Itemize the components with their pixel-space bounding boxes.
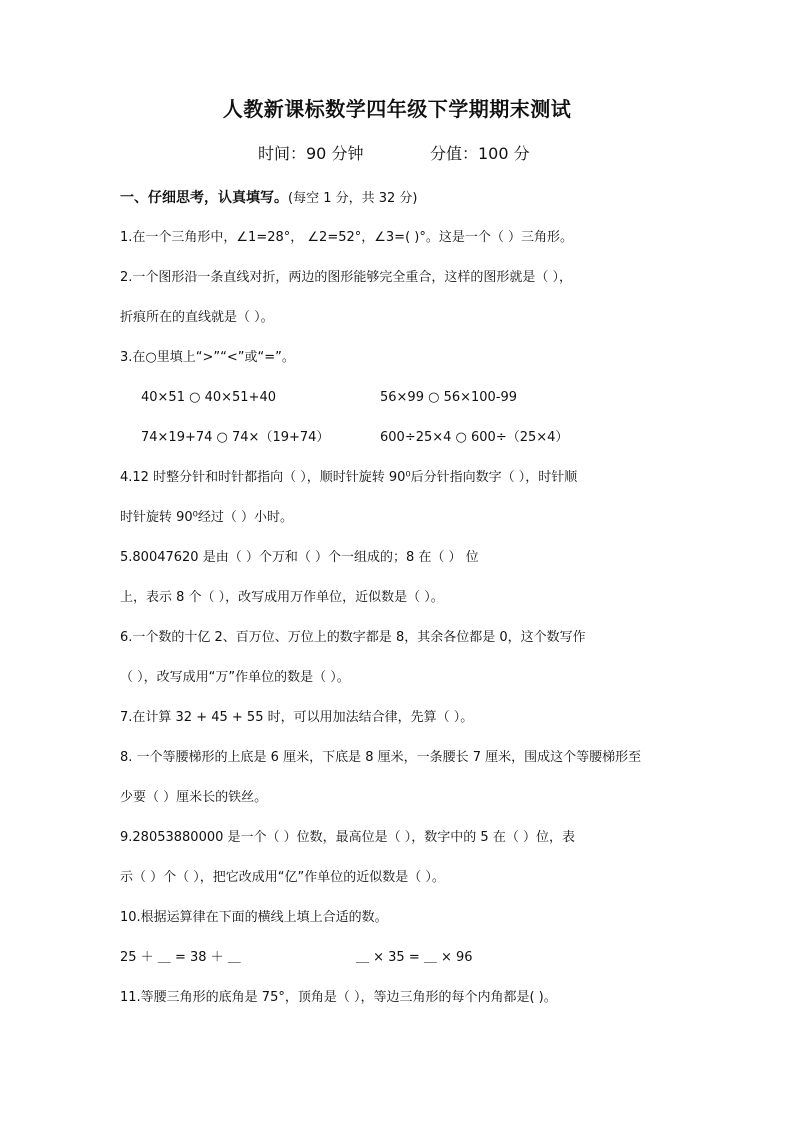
question-8-line-2: 少要（ ）厘米长的铁丝。 <box>120 790 268 805</box>
question-5-line-2: 上，表示 8 个（ ），改写成用万作单位，近似数是（ ）。 <box>120 590 444 605</box>
question-6-line-1: 6.一个数的十亿 2、百万位、万位上的数字都是 8，其余各位都是 0，这个数写作 <box>120 630 586 645</box>
section-1-note: (每空 1 分，共 32 分) <box>288 191 418 206</box>
question-10-equation-1: 25 ＋ ＿ = 38 ＋ ＿ <box>120 950 241 965</box>
question-10: 10.根据运算律在下面的横线上填上合适的数。 <box>120 910 388 925</box>
question-4-line-2: 时针旋转 90⁰经过（ ）小时。 <box>120 510 294 525</box>
question-7: 7.在计算 32 + 45 + 55 时，可以用加法结合律，先算（ ）。 <box>120 710 474 725</box>
question-4-line-1: 4.12 时整分针和时针都指向（ ），顺时针旋转 90⁰后分针指向数字（ ），时针顺 <box>120 470 578 485</box>
question-11: 11.等腰三角形的底角是 75°，顶角是（ ），等边三角形的每个内角都是( )。 <box>120 990 557 1005</box>
question-3-item-1: 40×51 ○ 40×51+40 <box>141 390 276 405</box>
question-8-line-1: 8. 一个等腰梯形的上底是 6 厘米，下底是 8 厘米，一条腰长 7 厘米，围成这个等腰梯形至 <box>120 750 642 765</box>
question-5-line-1: 5.80047620 是由（ ）个万和（ ）个一组成的；8 在（ ） 位 <box>120 550 479 565</box>
question-2-line-2: 折痕所在的直线就是（ ）。 <box>120 310 274 325</box>
question-3-item-3: 74×19+74 ○ 74×（19+74） <box>141 430 330 445</box>
question-3-item-2: 56×99 ○ 56×100-99 <box>380 390 518 405</box>
section-1-heading: 一、仔细思考，认真填写。 <box>120 190 288 206</box>
question-9-line-1: 9.28053880000 是一个（ ）位数，最高位是（ ），数字中的 5 在（ ）位，表 <box>120 830 575 845</box>
question-3: 3.在○里填上“>”“<”或“=”。 <box>120 350 295 365</box>
section-1-header <box>120 189 418 208</box>
question-2-line-1: 2.一个图形沿一条直线对折，两边的图形能够完全重合，这样的图形就是（ ）， <box>120 270 573 285</box>
question-10-equation-2: ＿ × 35 = ＿ × 96 <box>356 950 473 965</box>
exam-score: 分值：100 分 <box>430 144 530 163</box>
question-6-line-2: （ ），改写成用“万”作单位的数是（ ）。 <box>120 670 350 685</box>
exam-time: 时间：90 分钟 <box>258 144 364 163</box>
exam-title: 人教新课标数学四年级下学期期末测试 <box>222 97 572 121</box>
question-3-item-4: 600÷25×4 ○ 600÷（25×4） <box>380 430 569 445</box>
question-9-line-2: 示（ ）个（ ），把它改成用“亿”作单位的近似数是（ ）。 <box>120 870 445 885</box>
question-1: 1.在一个三角形中，∠1=28°， ∠2=52°，∠3=( )°。这是一个（ ）三角形。 <box>120 230 573 245</box>
